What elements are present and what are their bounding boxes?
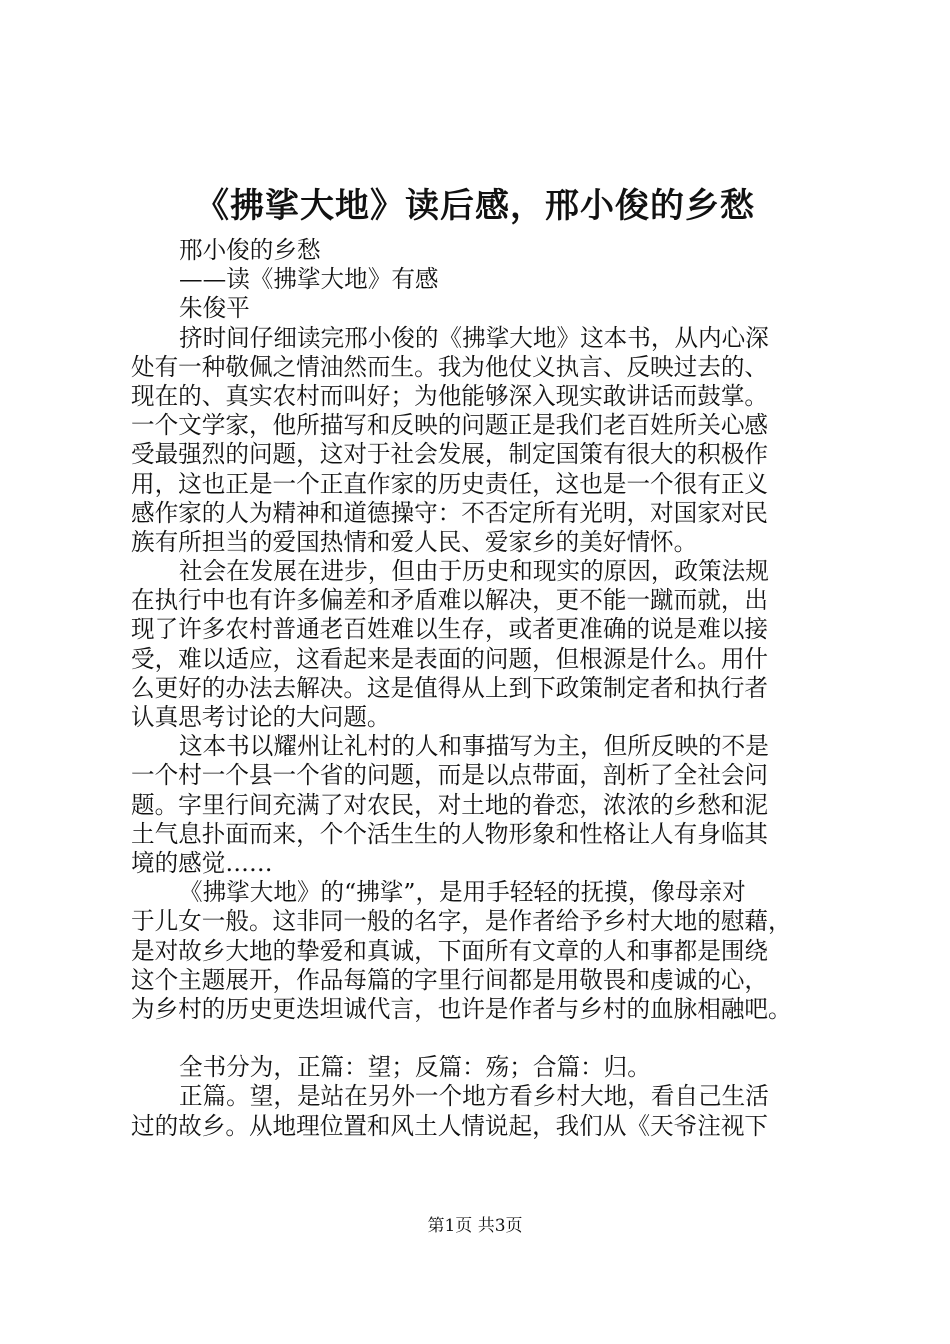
text-line: 族有所担当的爱国热情和爱人民、爱家乡的美好情怀。 [131,527,698,556]
text-line: 正篇。望，是站在另外一个地方看乡村大地，看自己生活 [179,1082,769,1111]
page-footer: 第1页 共3页 [427,1216,523,1236]
text-line: 社会在发展在进步，但由于历史和现实的原因，政策法规 [179,557,769,586]
text-line: 为乡村的历史更迭坦诚代言，也许是作者与乡村的血脉相融吧。 [131,994,792,1023]
paragraph-1 [131,324,831,558]
text-line: 用，这也正是一个正直作家的历史责任，这也是一个很有正义 [131,469,769,498]
text-line: 过的故乡。从地理位置和风土人情说起，我们从《天爷注视下 [131,1111,769,1140]
text-line: 受最强烈的问题，这对于社会发展，制定国策有很大的积极作 [131,440,769,469]
text-line: 全书分为，正篇：望；反篇：殇；合篇：归。 [179,1053,651,1082]
text-line: 这个主题展开，作品每篇的字里行间都是用敬畏和虔诚的心， [131,965,769,994]
author-line: 朱俊平 [179,294,250,323]
paragraph-6 [131,1082,831,1140]
text-line: 现了许多农村普通老百姓难以生存，或者更准确的说是难以接 [131,615,769,644]
text-line: 现在的、真实农村而叫好；为他能够深入现实敢讲话而鼓掌。 [131,381,769,410]
paragraph-3 [131,732,831,878]
paragraph-5 [131,1053,831,1082]
text-line: 挤时间仔细读完邢小俊的《拂挲大地》这本书，从内心深 [179,323,769,352]
text-line: 感作家的人为精神和道德操守：不否定所有光明，对国家对民 [131,498,769,527]
text-line: 《拂挲大地》的“拂挲”，是用手轻轻的抚摸，像母亲对 [179,878,746,907]
text-line: 一个文学家，他所描写和反映的问题正是我们老百姓所关心感 [131,411,769,440]
text-line: 土气息扑面而来，个个活生生的人物形象和性格让人有身临其 [131,819,769,848]
paragraph-4 [131,878,831,1024]
text-line: 处有一种敬佩之情油然而生。我为他仗义执言、反映过去的、 [131,352,769,381]
text-line: 是对故乡大地的挚爱和真诚，下面所有文章的人和事都是围绕 [131,936,769,965]
text-line: 境的感觉…… [131,848,273,877]
text-line: 在执行中也有许多偏差和矛盾难以解决，更不能一蹴而就，出 [131,586,769,615]
text-line: 题。字里行间充满了对农民，对土地的眷恋，浓浓的乡愁和泥 [131,790,769,819]
blank-line [131,1024,831,1053]
paragraph-2 [131,557,831,732]
text-line: 一个村一个县一个省的问题，而是以点带面，剖析了全社会问 [131,761,769,790]
text-line: 于儿女一般。这非同一般的名字，是作者给予乡村大地的慰藉， [131,907,792,936]
document-title: 《拂挲大地》读后感，邢小俊的乡愁 [195,186,755,226]
text-line: 受，难以适应，这看起来是表面的问题，但根源是什么。用什 [131,644,769,673]
text-line: 认真思考讨论的大问题。 [131,703,391,731]
subtitle-line: 邢小俊的乡愁 [179,236,321,264]
subtitle2-line: ——读《拂挲大地》有感 [179,265,439,294]
document-body [131,236,831,1141]
text-line: 这本书以耀州让礼村的人和事描写为主，但所反映的不是 [179,732,769,761]
text-line: 么更好的办法去解决。这是值得从上到下政策制定者和执行者 [131,673,769,702]
